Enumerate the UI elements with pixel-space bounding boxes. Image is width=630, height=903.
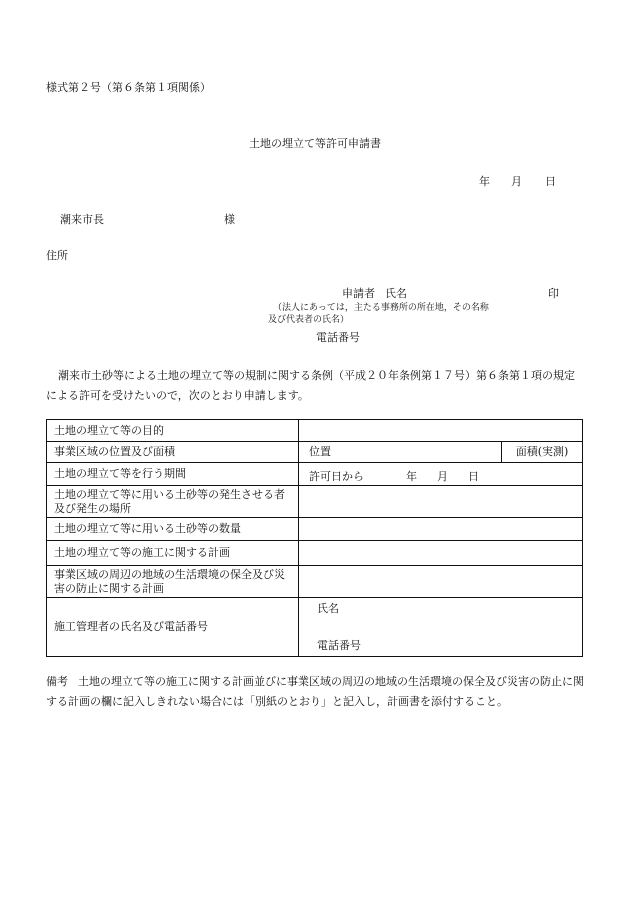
date-year-label: 年 [479,175,490,188]
seal-label: 印 [548,287,559,300]
corporation-note-line1: （法人にあっては，主たる事務所の所在地，その名称 [273,303,489,313]
date-month-label: 月 [511,175,522,188]
table-row [47,518,583,541]
purpose-field[interactable] [299,420,583,442]
addressee-honorific: 様 [224,213,235,226]
position-label: 位置 [309,445,331,458]
remarks-title: 備考 [46,675,68,688]
row-label: 事業区域の位置及び面積 [47,442,299,463]
table-row [47,541,583,566]
manager-phone-label: 電話番号 [317,639,361,652]
table-row [47,486,583,518]
table-row [47,598,583,657]
environment-plan-field[interactable] [299,566,583,598]
period-month-label: 月 [437,470,448,483]
table-row [47,463,583,486]
area-label: 面積(実測) [502,442,583,463]
position-field[interactable] [299,442,502,463]
date-day-label: 日 [545,175,556,188]
applicant-phone-label: 電話番号 [316,331,360,344]
table-row [47,420,583,442]
row-label: 事業区域の周辺の地域の生活環境の保全及び災害の防止に関する計画 [47,566,299,598]
period-year-label: 年 [406,470,417,483]
manager-field[interactable] [299,598,583,657]
row-label: 土地の埋立て等に用いる土砂等の数量 [47,518,299,541]
applicant-label: 申請者 [342,287,375,300]
row-label: 土地の埋立て等に用いる土砂等の発生させる者及び発生の場所 [47,486,299,518]
row-label: 土地の埋立て等の目的 [47,420,299,442]
soil-source-field[interactable] [299,486,583,518]
period-day-label: 日 [468,470,479,483]
corporation-note-line2: 及び代表者の氏名） [268,315,350,325]
construction-plan-field[interactable] [299,541,583,566]
form-number: 様式第２号（第６条第１項関係） [46,81,211,94]
row-label: 土地の埋立て等を行う期間 [47,463,299,486]
manager-name-label: 氏名 [317,602,339,615]
table-row [47,566,583,598]
row-label: 土地の埋立て等の施工に関する計画 [47,541,299,566]
row-label: 施工管理者の氏名及び電話番号 [47,598,299,657]
body-paragraph: 潮来市土砂等による土地の埋立て等の規制に関する条例（平成２０年条例第１７号）第６条第１項の規定による許可を受けたいので，次のとおり申請します。 [46,369,575,402]
period-from-label: 許可日から [309,470,364,483]
period-field[interactable] [299,463,583,486]
soil-quantity-field[interactable] [299,518,583,541]
application-table [46,419,583,657]
address-label: 住所 [46,249,68,262]
addressee-name: 潮来市長 [60,213,104,226]
remarks [46,672,586,712]
remarks-text: 土地の埋立て等の施工に関する計画並びに事業区域の周辺の地域の生活環境の保全及び災害の防止に関する計画の欄に記入しきれない場合には「別紙のとおり」と記入し，計画書を添付すること。 [46,675,584,708]
date-line [479,175,556,189]
applicant-name-label: 氏名 [385,287,407,300]
document-title: 土地の埋立て等許可申請書 [249,137,381,150]
table-row [47,442,583,463]
